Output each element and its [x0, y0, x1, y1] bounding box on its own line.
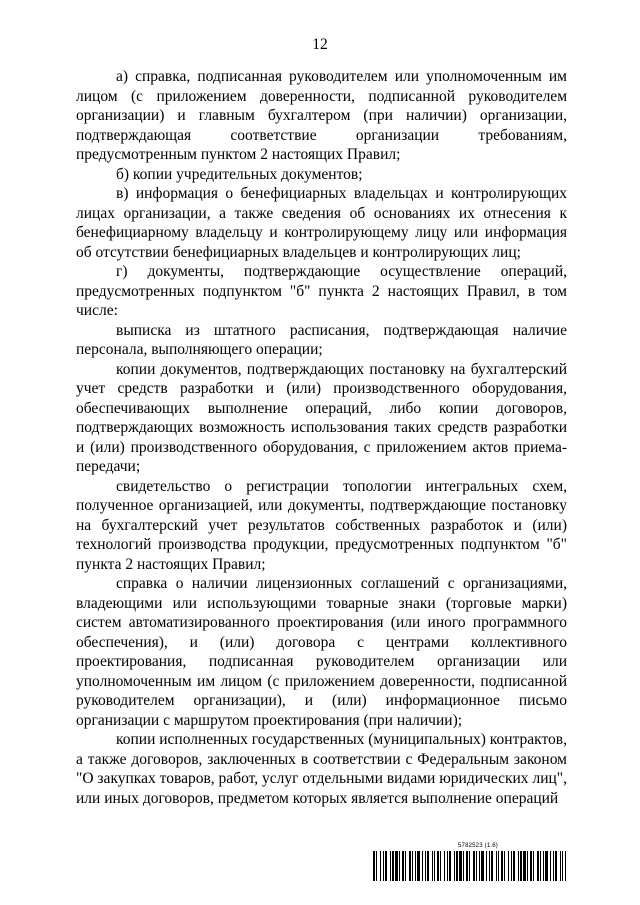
paragraph-b: б) копии учредительных документов; [116, 165, 363, 183]
paragraph-topology-certificate: свидетельство о регистрации топологии интегральных схем, полученное организацией, или документы, подтверждающие постановку на бухгалтерский учет результатов собственных разработок и (или) технологий производства продукции, предусмотренных подпунктом "б" пункта 2 настоящих Правил; [76, 477, 567, 573]
barcode-icon [373, 851, 566, 881]
paragraph-g: г) документы, подтверждающие осуществление операций, предусмотренных подпунктом "б" пункта 2 настоящих Правил, в том числе: [76, 263, 567, 319]
paragraph-contract-copies: копии исполненных государственных (муниципальных) контрактов, а также договоров, заключенных в соответствии с Федеральным законом "О закупках товаров, работ, услуг отдельными видами юридических лиц", или иных договоров, предметом которых является выполнение операций [76, 731, 567, 807]
paragraph-v: в) информация о бенефициарных владельцах и контролирующих лицах организации, а также сведения об основаниях их отнесения к бенефициарному владельцу и контролирующему лицу или информация об отсутствии бенефициарных владельцев и контролирующих лиц; [76, 185, 567, 261]
paragraph-license-certificate: справка о наличии лицензионных соглашений с организациями, владеющими или использующими товарные знаки (торговые марки) систем автоматизированного проектирования (или иного программного обеспечения), и (или) договора с центрами коллективного проектирования, подписанная руководителем организации или уполномоченным им лицом (с приложением доверенности, подписанной руководителем организации), и (или) информационное письмо организации с маршрутом проектирования (при наличии); [76, 575, 567, 729]
document-code: 5782523 (1.6) [458, 843, 498, 849]
paragraph-a: а) справка, подписанная руководителем или уполномоченным им лицом (с приложением доверенности, подписанной руководителем организации) и главным бухгалтером (при наличии) организации, подтверждающая соответствие организации требованиям, предусмотренным пунктом 2 настоящих Правил; [76, 68, 567, 163]
paragraph-staff-extract: выписка из штатного расписания, подтверждающая наличие персонала, выполняющего операции; [76, 321, 567, 358]
page-number: 12 [312, 36, 328, 53]
paragraph-accounting-copies: копии документов, подтверждающих постановку на бухгалтерский учет средств разработки и (или) производственного оборудования, обеспечивающих выполнение операций, либо копии договоров, подтверждающих возможность использования таких средств разработки и (или) производственного оборудования, с приложением актов приема-передачи; [76, 360, 567, 475]
document-body [76, 67, 567, 808]
